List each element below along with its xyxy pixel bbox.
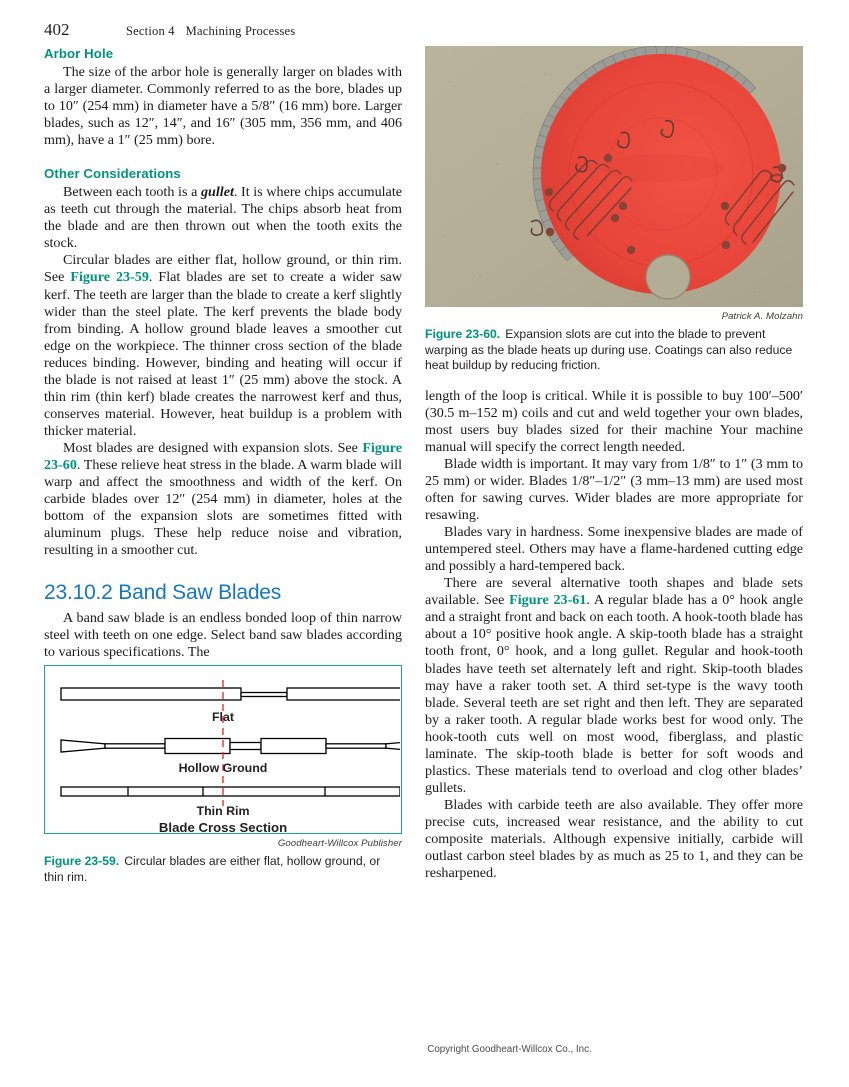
gullet-text-b: . It is where chips accumulate as teeth cut through the material. The chips absorb heat from the blade and are then thrown out when the tooth exits the stock. — [44, 184, 402, 252]
slot-end-hole-a — [619, 202, 627, 210]
flat-blade-left-body — [61, 688, 241, 700]
running-head-text — [126, 24, 295, 39]
shapes-text-a: There are several alternative tooth shapes and blade sets available. See — [425, 575, 803, 609]
paragraph-carbide-teeth: Blades with carbide teeth are also available. They offer more precise cuts, increased wear resistance, and the ability to cut composite materials. Although expensive initially, carbide will outlast carbon steel blades by as much as 25 to 1, and they can be resharpened. — [425, 796, 803, 882]
figure-23-59-number: Figure 23-59. — [44, 854, 120, 869]
circular-text-b: . Flat blades are set to create a wider saw kerf. The teeth are larger than the blade to create a kerf slightly wider than the steel plate. The kerf prevents the blade body from binding. A hollow ground blade leaves a smoother cut edge on the workpiece. The thinner cross section of the blade reduces binding. However, binding and heating will occur if the blade is not raised at least 1″ (25 mm) above the stock. A thin rim (thin kerf) blade creates the narrowest kerf and thus, conserves material. However, heat buildup is a problem with thicker material. — [44, 269, 402, 439]
flat-blade-right-body — [287, 688, 400, 700]
paragraph-loop-length: length of the loop is critical. While it is possible to buy 100′–500′ (30.5 m–152 m) coils and cut and weld together your own blades, most users buy blades sized for their machine Your machine manual will specify the correct length needed. — [425, 387, 803, 455]
figure-reference-23-60[interactable]: Figure 23-60 — [44, 439, 402, 473]
figure-23-60-credit: Patrick A. Molzahn — [721, 311, 803, 322]
copyright-notice: Copyright Goodheart-Willcox Co., Inc. — [427, 1044, 592, 1055]
figure-23-60-number: Figure 23-60. — [425, 327, 501, 341]
expansion-text-a: Most blades are designed with expansion slots. See — [63, 439, 363, 456]
expansion-text-b: . These relieve heat stress in the blade. A warm blade will warp and affect the smoothness and width of the kerf. On carbide blades over 12″ (254 mm) in diameter, holes at the bottom of the expansion slots are sometimes fitted with aluminum plugs. These help reduce noise and vibration, resulting in a smoother cut. — [44, 456, 402, 559]
hollow-ground-right-taper — [326, 744, 386, 748]
paragraph-tooth-shapes — [425, 575, 803, 797]
shapes-text-b: . A regular blade has a 0° hook angle and a straight front and back on each tooth. A hook-tooth blade has about a 10° positive hook angle. A skip-tooth blade has a straight tooth front, 0° hook, and a long gullet. Regular and hook-tooth blades have teeth set alternately left and right. Skip-tooth blades may have a raker tooth set. A third set-type is the wavy tooth blade. Several teeth are set right and then left. They are separated by a raker tooth. A regular blade works best for wood only. The hook-tooth cuts well on most wood, fiberglass, and plastic laminate. The skip-tooth blade is better for soft woods and plastics. These materials tend to overload and clog other blades’ gullets. — [425, 592, 803, 796]
figure-23-59-artwork — [44, 665, 402, 834]
figure-23-60-photo — [425, 46, 803, 307]
right-column — [425, 46, 803, 882]
paragraph-blade-hardness: Blades vary in hardness. Some inexpensive blades are made of untempered steel. Others may have a flame-hardened cutting edge and possibly a hard-tempered back. — [425, 524, 803, 575]
gullet-term: gullet — [200, 184, 234, 201]
running-head-title: Machining Processes — [185, 24, 296, 38]
hollow-ground-left-hollow — [230, 743, 261, 750]
heading-arbor-hole: Arbor Hole — [44, 46, 114, 61]
paragraph-gullet — [44, 184, 402, 252]
paragraph-band-saw-blade: A band saw blade is an endless bonded loop of thin narrow steel with teeth on one edge. Select band saw blades according to various specifications. The — [44, 610, 402, 661]
hollow-ground-right-plate — [261, 739, 326, 754]
label-flat: Flat — [211, 710, 235, 725]
label-thin-rim: Thin Rim — [196, 804, 250, 819]
section-heading-band-saw-blades: 23.10.2 Band Saw Blades — [44, 581, 282, 605]
running-head — [44, 22, 804, 42]
label-hollow-ground: Hollow Ground — [178, 761, 268, 776]
circular-saw-blade-photo — [425, 46, 803, 307]
thin-rim-body — [61, 787, 400, 796]
heading-other-considerations: Other Considerations — [44, 166, 181, 182]
blade-cross-section-diagram — [45, 666, 400, 832]
slot-end-hole-b — [627, 246, 635, 254]
figure-23-59-caption — [44, 854, 402, 885]
paragraph-blade-width: Blade width is important. It may vary from 1/8″ to 1″ (3 mm to 25 mm) or wider. Blades 1/8″–1/2″ (3 mm–13 mm) are used most often for sawing curves. Wider blades are more appropriate for resawing. — [425, 455, 803, 524]
figure-23-60-caption — [425, 327, 803, 374]
paragraph-expansion-slots — [44, 440, 402, 559]
hollow-ground-left-taper — [105, 744, 165, 748]
page-number: 402 — [44, 20, 70, 39]
label-blade-cross-section: Blade Cross Section — [158, 820, 288, 836]
arbor-hole — [646, 255, 690, 299]
circular-text-a: Circular blades are either flat, hollow ground, or thin rim. See — [44, 252, 402, 286]
figure-reference-23-61[interactable]: Figure 23-61 — [509, 592, 587, 609]
figure-23-59-caption-text: Circular blades are either flat, hollow ground, or thin rim. — [44, 854, 381, 884]
running-head-section: Section 4 — [126, 24, 175, 38]
paragraph-circular-blades — [44, 252, 402, 440]
left-column — [44, 46, 402, 886]
hollow-ground-left-tip — [61, 740, 105, 752]
hollow-ground-right-tip — [386, 740, 400, 752]
blade-brand-ghost — [601, 154, 725, 182]
figure-23-59-credit: Goodheart-Willcox Publisher — [277, 838, 402, 850]
paragraph-arbor-hole: The size of the arbor hole is generally larger on blades with a larger diameter. Commonly referred to as the bore, blades up to 10″ (254 mm) in diameter have a 5/8″ (16 mm) bore. Larger blades, such as 12″, 14″, and 16″ (305 mm, 356 mm, and 406 mm), have a 1″ (25 mm) bore. — [44, 64, 402, 149]
figure-23-60-caption-text: Expansion slots are cut into the blade to prevent warping as the blade heats up during use. Coatings can also reduce heat buildup by reducing friction. — [425, 327, 793, 373]
gullet-text-a: Between each tooth is a — [63, 184, 201, 201]
hollow-ground-left-plate — [165, 739, 230, 754]
flat-blade-core — [241, 693, 287, 697]
figure-reference-23-59[interactable]: Figure 23-59 — [70, 269, 149, 286]
